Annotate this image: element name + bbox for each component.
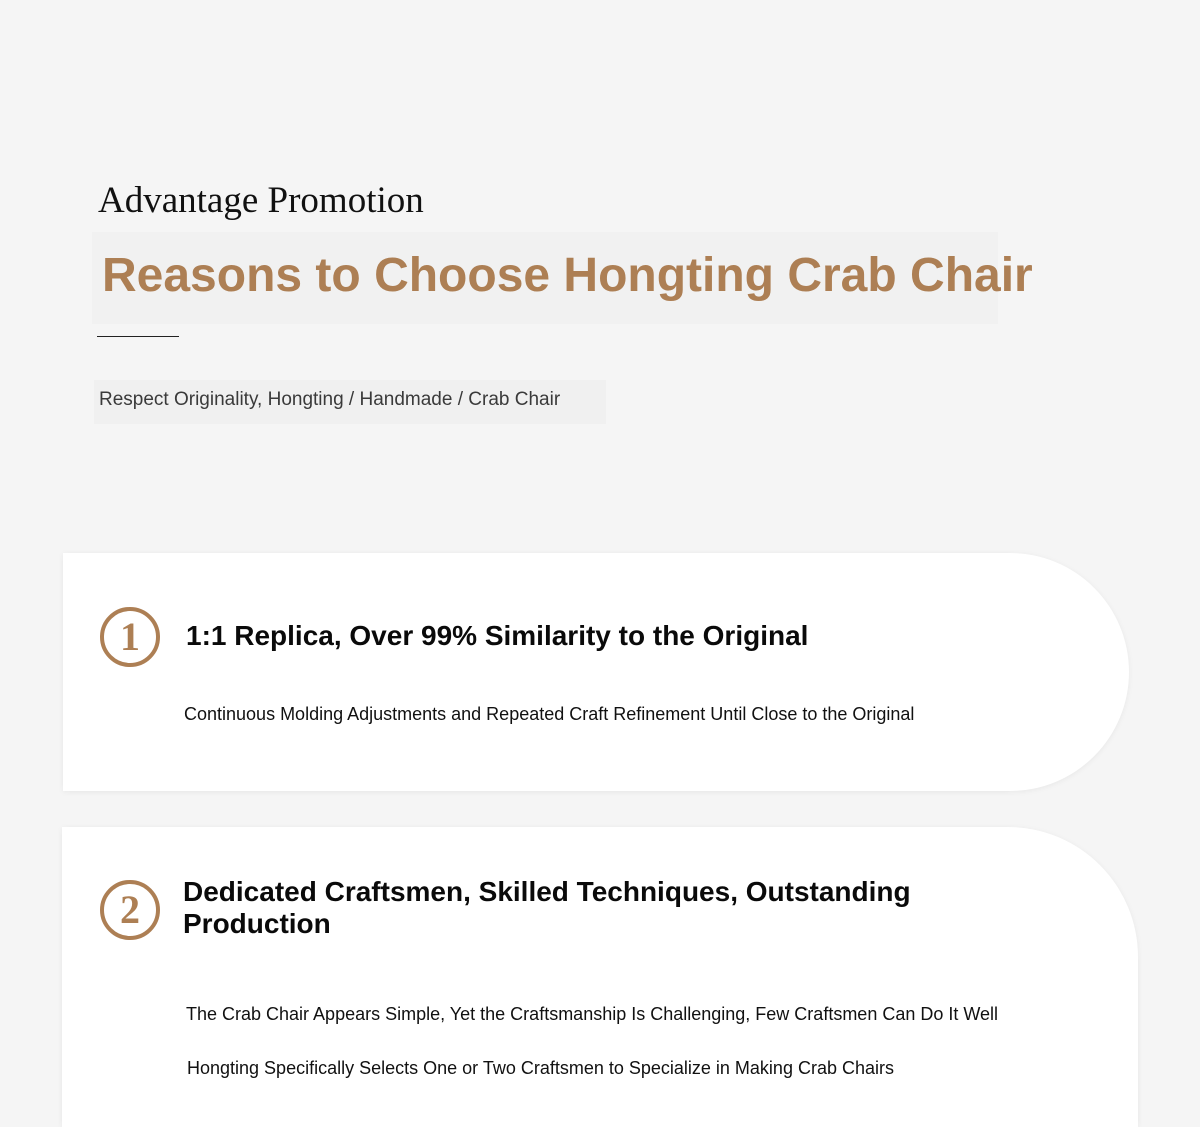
page-subtitle: Respect Originality, Hongting / Handmade / Crab Chair: [99, 389, 561, 410]
page-title: Reasons to Choose Hongting Crab Chair: [102, 249, 1033, 302]
advantage-title-2: Dedicated Craftsmen, Skilled Techniques, Outstanding Production: [183, 876, 911, 939]
advantage-title-1: 1:1 Replica, Over 99% Similarity to the Original: [186, 620, 809, 651]
advantage-card-1: [63, 553, 1129, 791]
number-badge-1: 1: [100, 607, 160, 667]
advantage-card-2: [62, 827, 1138, 1127]
advantage-text-1-1: Continuous Molding Adjustments and Repeated Craft Refinement Until Close to the Original: [184, 704, 915, 724]
advantage-text-2-2: Hongting Specifically Selects One or Two Craftsmen to Specialize in Making Crab Chairs: [187, 1058, 894, 1078]
section-eyebrow: Advantage Promotion: [98, 180, 424, 221]
number-badge-2: 2: [100, 880, 160, 940]
title-divider: [97, 336, 179, 337]
advantage-text-2-1: The Crab Chair Appears Simple, Yet the Craftsmanship Is Challenging, Few Craftsmen Can Do It Well: [186, 1004, 999, 1024]
